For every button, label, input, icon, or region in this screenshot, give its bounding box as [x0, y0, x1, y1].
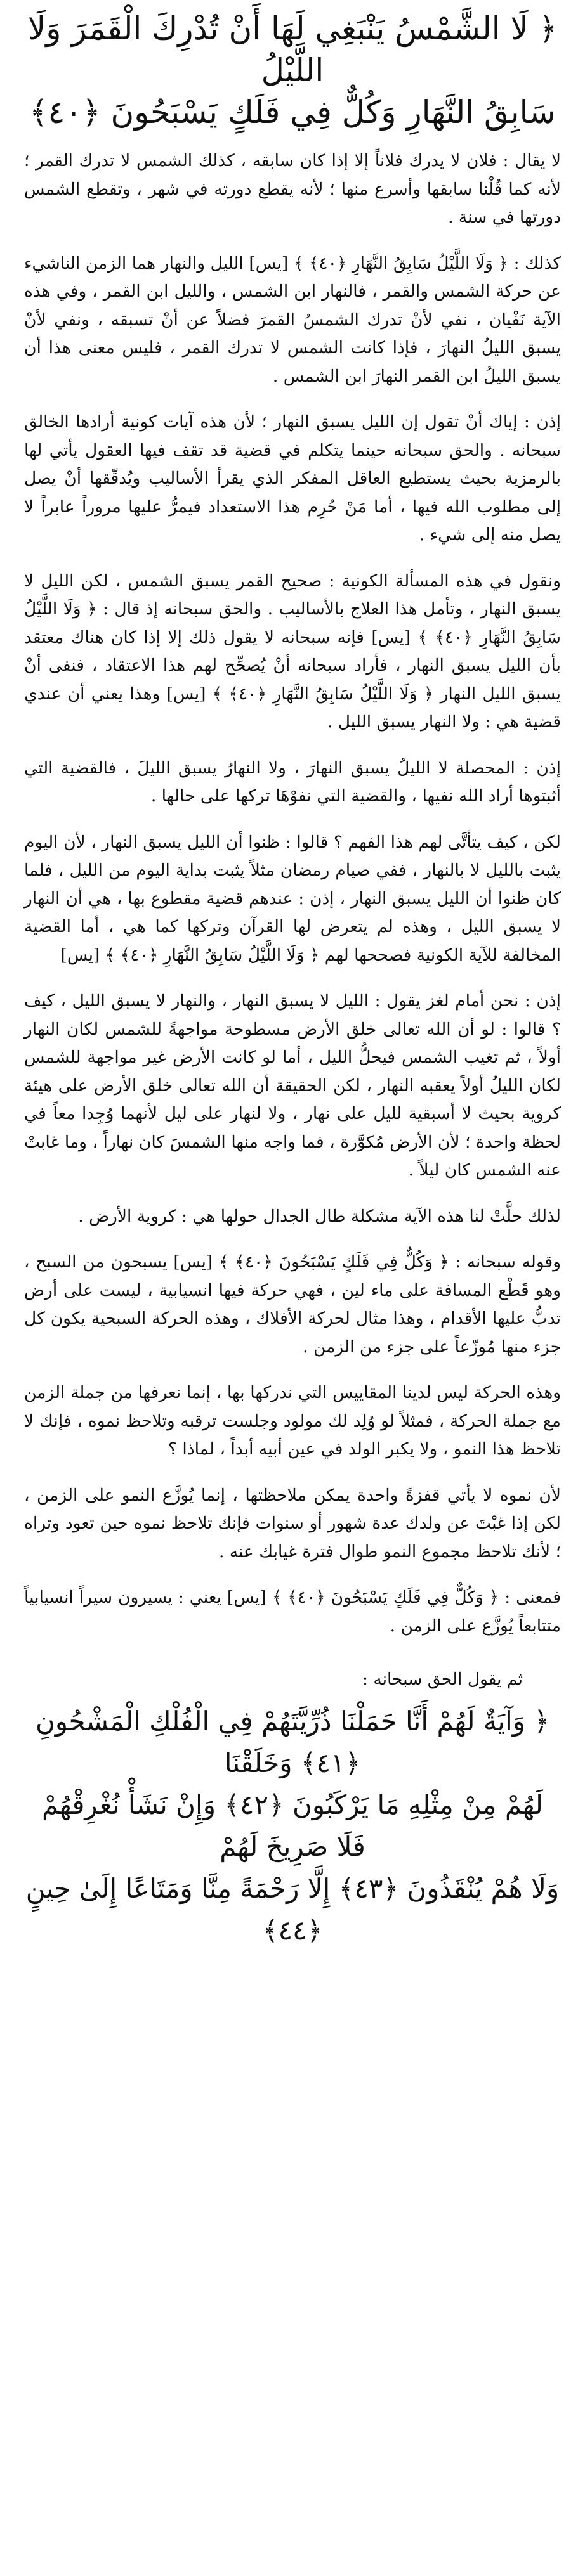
body-paragraph: إذن : نحن أمام لغز يقول : الليل لا يسبق النهار ، والنهار لا يسبق الليل ، كيف ؟ قالوا : لو أن الله تعالى خلق الأرض مسطوحة مواجهةً للشمس لكان النهار أولاً ، ثم تغيب الشمس فيحلُّ الليل ، أما لو كانت الأرض غير مواجهة للشمس لكان الليلُ أولاً يعقبه النهار ، لكن الحقيقة أن الله تعالى خلق الأرض على هيئة كروية بحيث لا أسبقية لليل على نهار ، ولا لنهار على ليل لأنهما وُجِدا معاً في لحظة واحدة ؛ لأن الأرض مُكوَّرة ، فما واجه منها الشمسَ كان نهاراً ، وما غابتْ عنه الشمس كان ليلاً . — [24, 991, 561, 1180]
verse-footer-line: وَلَا هُمْ يُنْقَذُونَ ﴿٤٣﴾ إِلَّا رَحْمَةً مِنَّا وَمَتَاعًا إِلَىٰ حِينٍ ﴿٤٤﴾ — [25, 1872, 560, 1946]
body-paragraph: لأن نموه لا يأتي قفزةً واحدة يمكن ملاحظتها ، إنما يُوزَّع النمو على الزمن ، لكن إذا غبْتَ عن ولدك عدة شهور أو سنوات فإنك تلاحظ نموه حين تعود وتراه ؛ لأنك تلاحظ مجموع النمو طوال فترة غيابك عنه . — [24, 1485, 561, 1562]
verse-footer — [24, 1700, 561, 1951]
verse-header-line: سَابِقُ النَّهَارِ وَكُلٌّ فِي فَلَكٍ يَسْبَحُونَ ﴿٤٠﴾ — [29, 94, 556, 131]
body-paragraph: لذلك حلَّتْ لنا هذه الآية مشكلة طال الجدال حولها هي : كروية الأرض . — [78, 1206, 561, 1226]
body-paragraph: فمعنى : ﴿ وَكُلٌّ فِي فَلَكٍ يَسْبَحُونَ ﴿٤٠﴾ ﴾ [يس] يعني : يسيرون سيراً انسيابياً متتابعاً يُوزَّع على الزمن . — [24, 1588, 561, 1636]
verse-footer-line: لَهُمْ مِنْ مِثْلِهِ مَا يَرْكَبُونَ ﴿٤٢﴾ وَإِنْ نَشَأْ نُغْرِقْهُمْ فَلَا صَرِيخَ لَهُمْ — [42, 1789, 543, 1862]
body-paragraph: إذن : إياك أنْ تقول إن الليل يسبق النهار ؛ لأن هذه آيات كونية أرادها الخالق سبحانه . والحق سبحانه حينما يتكلم في قضية قد تقف فيها العقول يأتي لها بالرمزية بحيث يستطيع العاقل المفكر الذي يقرأ الأساليب ويُدقّقها أنْ يصل إلى مطلوب الله فيها ، أما مَنْ حُرِم هذا الاستعداد فيمرُّ عليها مروراً عابراً لا يصل منه إلى شيء . — [24, 412, 561, 545]
body-paragraph: وقوله سبحانه : ﴿ وَكُلٌّ فِي فَلَكٍ يَسْبَحُونَ ﴿٤٠﴾ ﴾ [يس] يسبحون من السبح ، وهو قَطْع المسافة على ماء لين ، فهي حركة فيها انسيابية ، ليست على أرض تدبُّ عليها الأقدام ، وهذا مثال لحركة الأفلاك ، وهذه الحركة السبحية يكون كل جزء منها مُوزّعاً على جزء من الزمن . — [24, 1252, 561, 1357]
verse-header-line: ﴿ لَا الشَّمْسُ يَنْبَغِي لَهَا أَنْ تُدْرِكَ الْقَمَرَ وَلَا اللَّيْلُ — [27, 10, 558, 89]
verse-header — [24, 8, 561, 133]
verse-footer-line: ﴿ وَآيَةٌ لَهُمْ أَنَّا حَمَلْنَا ذُرِّيَّتَهُمْ فِي الْفُلْكِ الْمَشْحُونِ ﴿٤١﴾ وَخَلَقْنَا — [35, 1705, 550, 1778]
lead-in-text: ثم يقول الحق سبحانه : — [362, 1669, 523, 1689]
body-paragraph: لكن ، كيف يتأتَّى لهم هذا الفهم ؟ قالوا : ظنوا أن الليل يسبق النهار ، لأن اليوم يثبت بالليل لا بالنهار ، ففي صيام رمضان مثلاً يثبت بداية اليوم من الليل ، فلما كان ظنوا أن الليل يسبق النهار ، إذن : عندهم قضية مقطوع بها ، هي أن النهار لا يسبق الليل ، وهذه لم يتعرض لها القرآن وتركها كما هي ، أما القضية المخالفة للآية الكونية فصححها لهم ﴿ وَلَا اللَّيْلُ سَابِقُ النَّهَارِ ﴿٤٠﴾ ﴾ [يس] — [24, 832, 561, 965]
body-paragraph: كذلك : ﴿ وَلَا اللَّيْلُ سَابِقُ النَّهَارِ ﴿٤٠﴾ ﴾ [يس] الليل والنهار هما الزمن الناشيء عن حركة الشمس والقمر ، فالنهار ابن الشمس ، والليل ابن القمر ، وفي هذه الآية نَفْيان ، نفي لأنْ تدرك الشمسُ القمرَ فضلاً عن أنْ تسبقه ، ونفي لأنْ يسبق الليلُ النهارَ ، فإذا كانت الشمس لا تدرك القمر ، فليس معنى هذا أن يسبق الليلُ ابن القمر النهارَ ابن الشمس . — [24, 253, 561, 386]
body-paragraph: إذن : المحصلة لا الليلُ يسبق النهارَ ، ولا النهارُ يسبق الليلَ ، فالقضية التي أثبتوها أراد الله نفيها ، والقضية التي نفوْهَا تركها على حالها . — [24, 758, 561, 806]
body-paragraph: لا يقال : فلان لا يدرك فلاناً إلا إذا كان سابقه ، كذلك الشمس لا تدرك القمر ؛ لأنه كما قُلْنا سابقها وأسرع منها ؛ لأنه يقطع دورته في شهر ، وتقطع الشمس دورتها في سنة . — [24, 151, 561, 227]
body-paragraph: وهذه الحركة ليس لدينا المقاييس التي ندركها بها ، إنما نعرفها من جملة الزمن مع جملة الحركة ، فمثلاً لو وُلِد لك مولود وجلست ترقبه وتلاحظ نموه ، فإنك لا تلاحظ هذا النمو ، ولا يكبر الولد في عين أبيه أبداً ، لماذا ؟ — [24, 1383, 561, 1459]
body-paragraph: ونقول في هذه المسألة الكونية : صحيح القمر يسبق الشمس ، لكن الليل لا يسبق النهار ، وتأمل هذا العلاج بالأساليب . والحق سبحانه إذ قال : ﴿ وَلَا اللَّيْلُ سَابِقُ النَّهَارِ ﴿٤٠﴾ ﴾ [يس] فإنه سبحانه لا يقول ذلك إلا إذا كان هناك معتقد بأن الليل يسبق النهار ، فأراد سبحانه أنْ يُصحِّح لهم هذا الاعتقاد ، فنفى أنْ يسبق الليل النهار ﴿ وَلَا اللَّيْلُ سَابِقُ النَّهَارِ ﴿٤٠﴾ ﴾ [يس] وهذا يعني أن عندي قضية هي : ولا النهار يسبق الليل . — [24, 571, 561, 732]
